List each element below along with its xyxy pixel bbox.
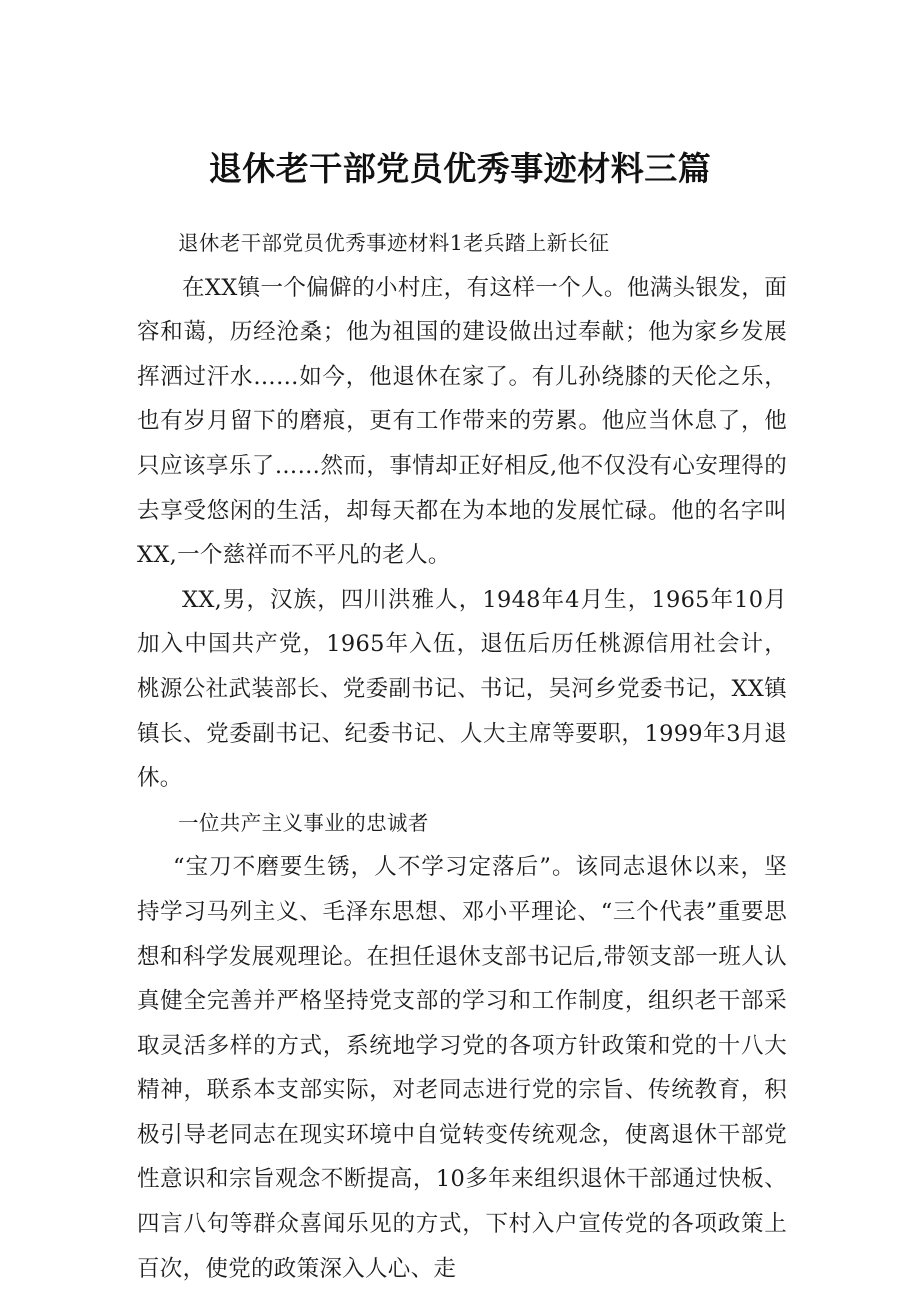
paragraph-profile: XX,男，汉族，四川洪雅人，1948年4月生，1965年10月加入中国共产党，1965年入伍，退伍后历任桃源信用社会计，桃源公社武装部长、党委副书记、书记，吴河乡党委书记，XX镇镇长、党委副书记、纪委书记、人大主席等要职，1999年3月退休。 — [137, 586, 787, 792]
section-heading: 退休老干部党员优秀事迹材料1老兵踏上新长征 — [178, 231, 610, 255]
document-body — [137, 221, 787, 1291]
paragraph-study: “宝刀不磨要生锈，人不学习定落后”。该同志退休以来，坚持学习马列主义、毛泽东思想、邓小平理论、“三个代表”重要思想和科学发展观理论。在担任退休支部书记后,带领支部一班人认真健全完善并严格坚持党支部的学习和工作制度，组织老干部采取灵活多样的方式，系统地学习党的各项方针政策和党的十八大精神，联系本支部实际，对老同志进行党的宗旨、传统教育，积极引导老同志在现实环境中自觉转变传统观念，使离退休干部党性意识和宗旨观念不断提高，10多年来组织退休干部通过快板、四言八句等群众喜闻乐见的方式，下村入户宣传党的各项政策上百次，使党的政策深入人心、走 — [137, 854, 787, 1282]
paragraph-intro: 在XX镇一个偏僻的小村庄，有这样一个人。他满头银发，面容和蔼，历经沧桑；他为祖国的建设做出过奉献；他为家乡发展挥洒过汗水……如今，他退休在家了。有儿孙绕膝的天伦之乐，也有岁月留下的磨痕，更有工作带来的劳累。他应当休息了，他只应该享乐了……然而，事情却正好相反,他不仅没有心安理得的去享受悠闲的生活，却每天都在为本地的发展忙碌。他的名字叫XX,一个慈祥而不平凡的老人。 — [137, 274, 787, 569]
subsection-heading: 一位共产主义事业的忠诚者 — [178, 810, 429, 835]
document-title: 退休老干部党员优秀事迹材料三篇 — [208, 149, 712, 189]
